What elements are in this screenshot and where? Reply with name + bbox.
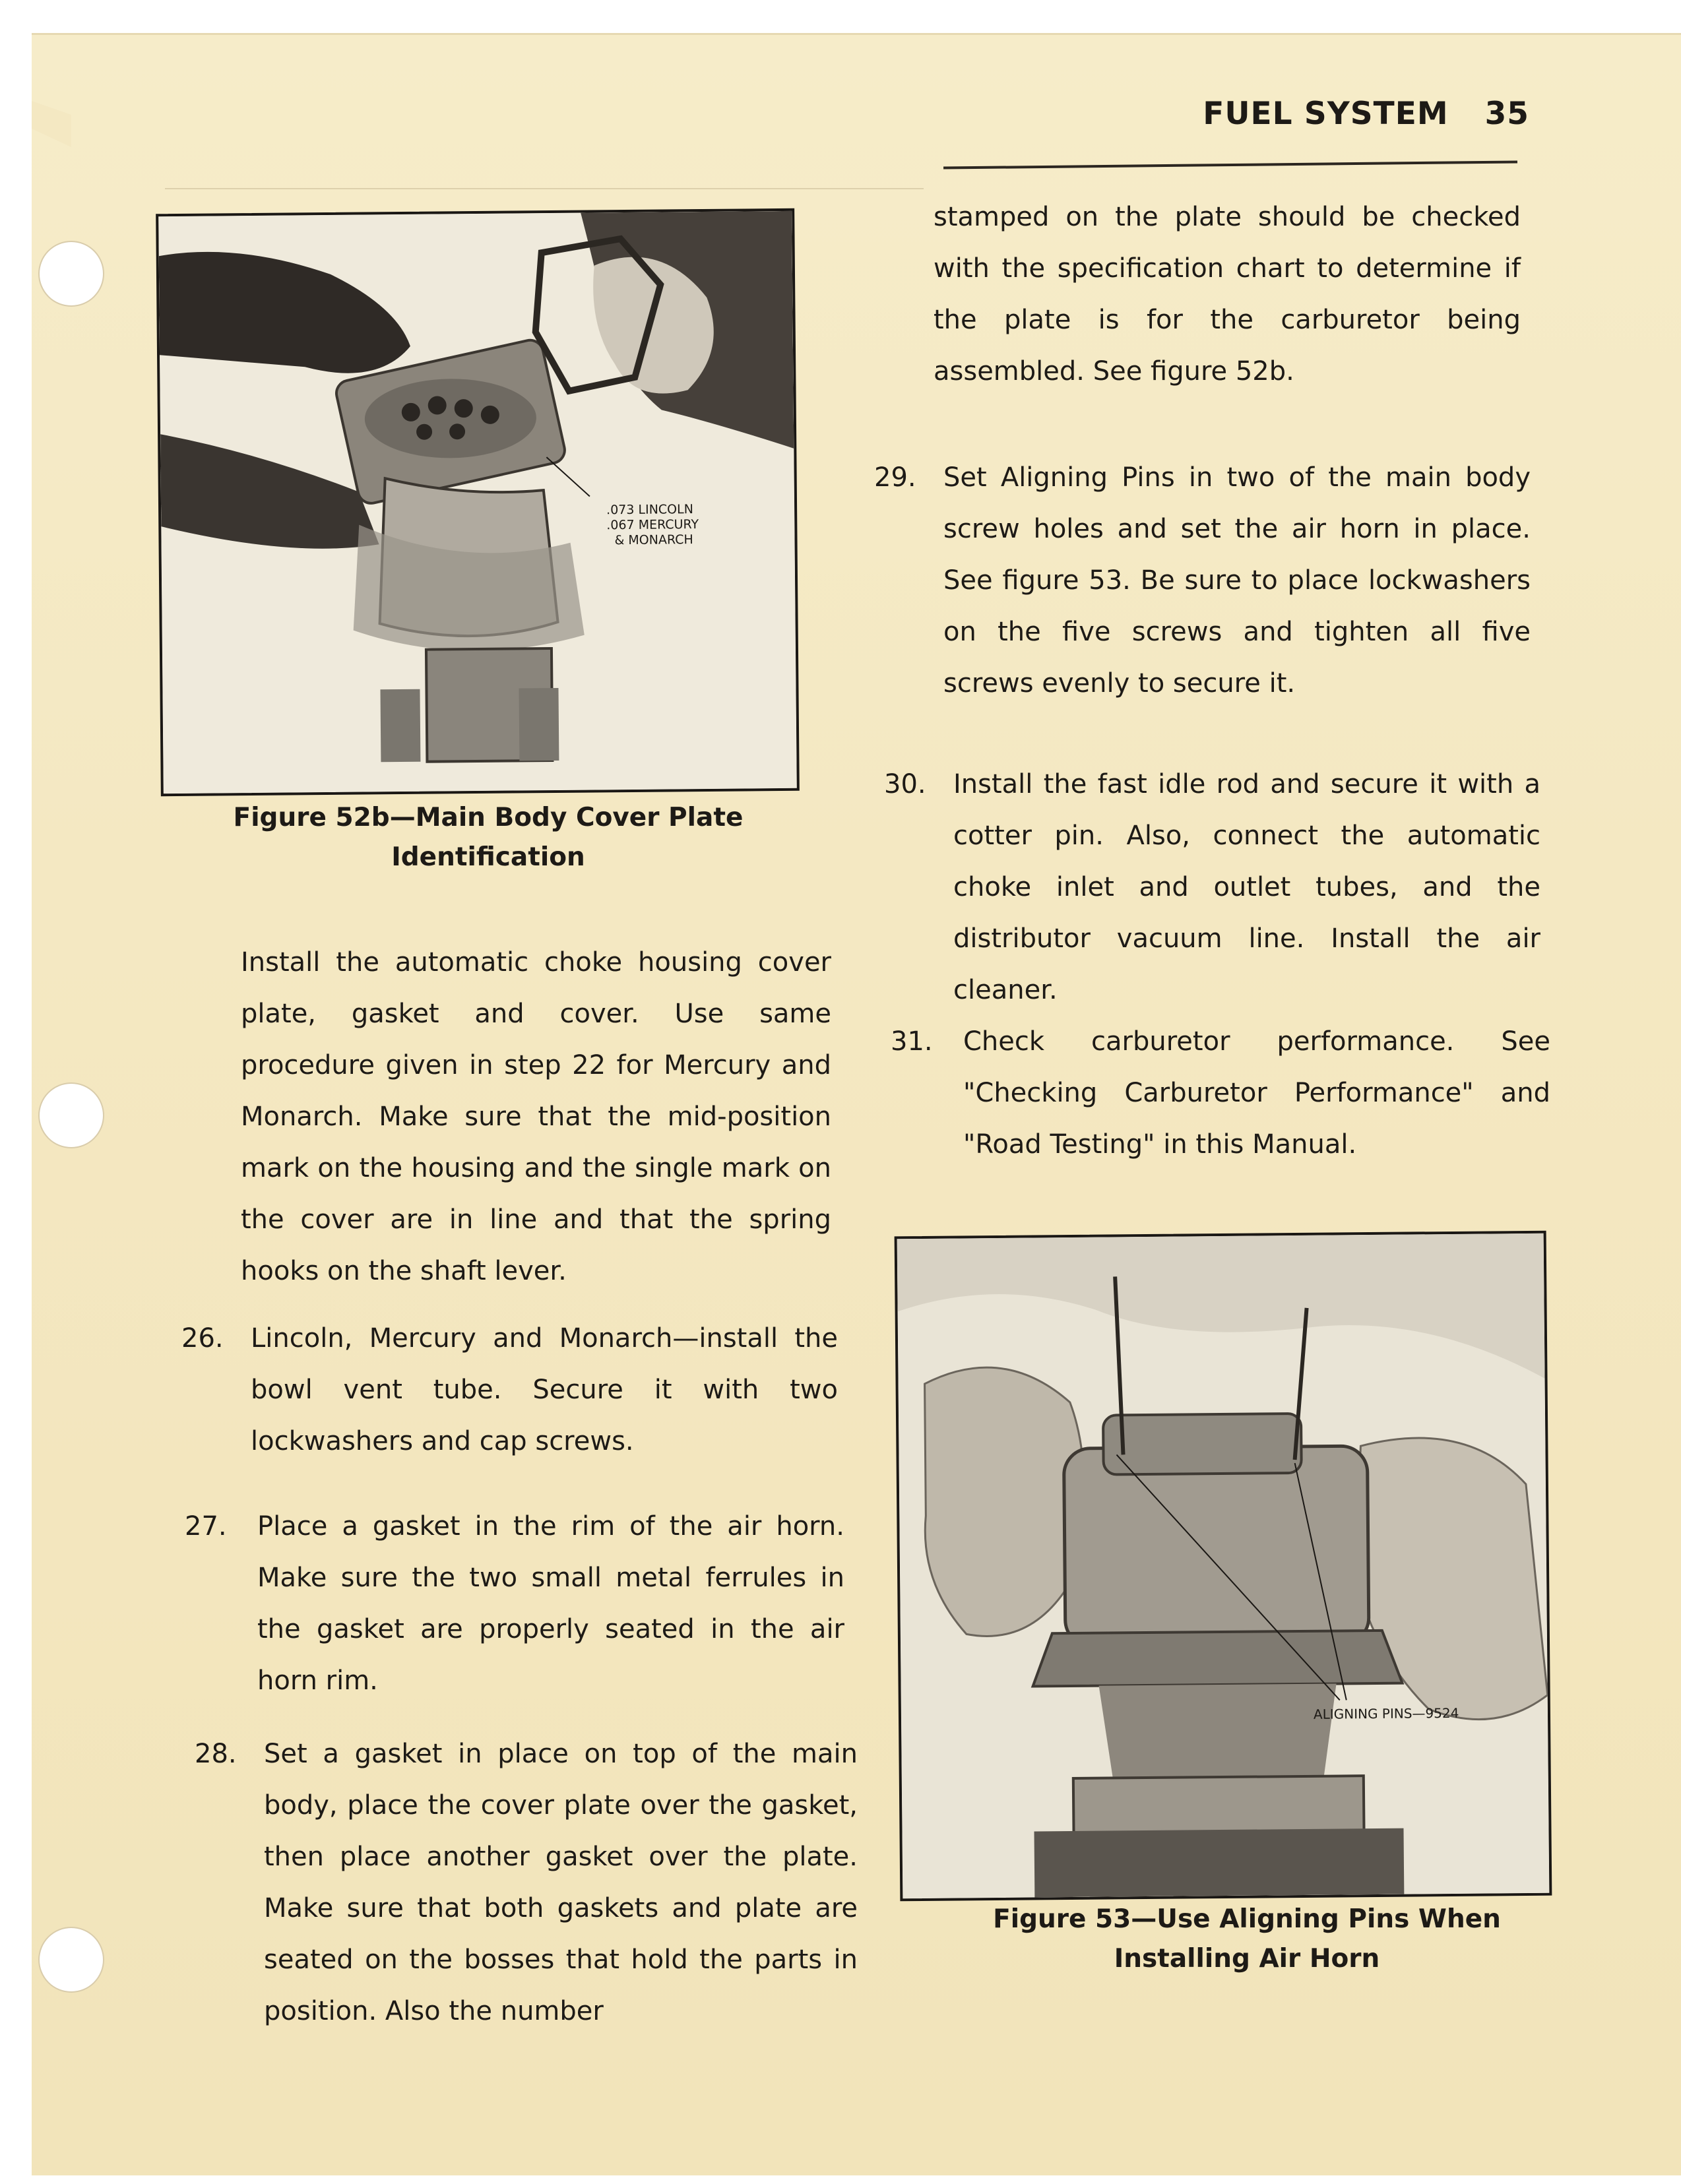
faint-bleed-rule [165,188,924,189]
figure-53-photo [895,1231,1552,1902]
figure-52b-photo [156,208,800,796]
carburetor-cover-plate-illustration [158,211,797,794]
figure-52b-caption [218,798,759,877]
callout-line-lincoln: .073 LINCOLN [606,502,693,518]
callout-line-mercury: .067 MERCURY [606,517,699,533]
intro-paragraph: Install the automatic choke housing cover plate, gasket and cover. Use same procedure given in step 22 for Mercury and Monarch. Make sure that the mid-position mark on the housing and the single mark on the cover are in line and that the spring hooks on the shaft lever. [241,947,831,1286]
figure-53-caption [963,1900,1531,1979]
caption-53-line2: Installing Air Horn [1114,1944,1380,1974]
page-number: 35 [1484,96,1529,132]
step-27-text: Place a gasket in the rim of the air horn. Make sure the two small metal ferrules in the gasket are properly seated in the air horn rim. [257,1511,844,1696]
caption-53-line1: Figure 53—Use Aligning Pins When [993,1904,1501,1934]
step-29-number: 29. [874,462,916,493]
step-31-number: 31. [891,1026,933,1057]
binder-hole-bottom [38,1927,104,1993]
binder-hole-middle [38,1082,104,1148]
step-31-text: Check carburetor performance. See "Checking Carburetor Performance" and "Road Testing" in this Manual. [963,1026,1550,1160]
step-28-number: 28. [195,1739,237,1769]
step-29-text: Set Aligning Pins in two of the main body screw holes and set the air horn in place. See figure 53. Be sure to place lockwashers on the five screws and tighten all five screws evenly to secure it. [943,462,1531,699]
step-30-number: 30. [884,769,926,799]
callout-line-monarch: & MONARCH [614,532,693,548]
figure-52b-callout [606,502,699,548]
binder-hole-top [38,241,104,307]
caption-52b-line1: Figure 52b—Main Body Cover Plate [233,803,744,832]
continued-paragraph: stamped on the plate should be checked with the specification chart to determine if the plate is for the carburetor being assembled. See figure 52b. [934,202,1521,387]
page-header [1203,96,1529,132]
step-28-text: Set a gasket in place on top of the main body, place the cover plate over the gasket, then place another gasket over the plate. Make sure that both gaskets and plate are seated on the bosses that hold the parts in position. Also the number [264,1739,858,2026]
torn-corner [32,101,71,147]
figure-53-callout: ALIGNING PINS—9524 [1313,1704,1459,1722]
step-30-text: Install the fast idle rod and secure it with a cotter pin. Also, connect the automatic choke inlet and outlet tubes, and the distributor vacuum line. Install the air cleaner. [953,769,1540,1005]
step-27-number: 27. [185,1511,227,1542]
step-26-number: 26. [181,1323,224,1354]
aligning-pins-illustration [897,1233,1550,1899]
caption-52b-line2: Identification [391,842,585,872]
section-title: FUEL SYSTEM [1203,96,1449,132]
step-26-text: Lincoln, Mercury and Monarch—install the bowl vent tube. Secure it with two lockwashers and cap screws. [251,1323,838,1456]
